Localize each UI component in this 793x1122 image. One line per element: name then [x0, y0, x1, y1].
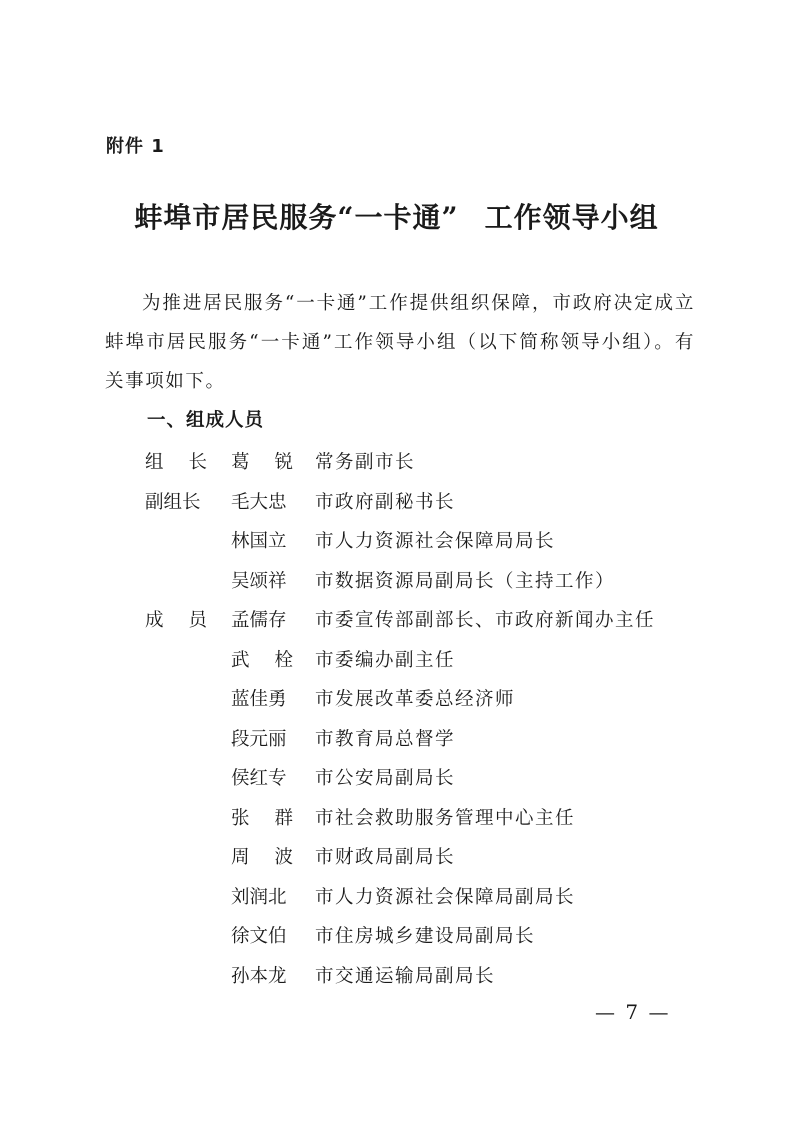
member-name: 刘润北	[231, 886, 287, 908]
member-position: 市委宣传部副部长、市政府新闻办主任	[315, 610, 656, 631]
title-main: 蚌埠市居民服务“一卡通”	[134, 201, 459, 234]
member-row	[0, 762, 793, 802]
member-row	[0, 802, 793, 842]
member-name: 孟儒存	[231, 610, 287, 631]
member-name: 蓝佳勇	[231, 689, 287, 710]
member-row	[0, 486, 793, 526]
member-row	[0, 644, 793, 684]
member-row	[0, 920, 793, 960]
member-name: 徐文伯	[231, 926, 287, 947]
member-role: 成员	[145, 610, 207, 631]
member-row	[0, 525, 793, 565]
document-title	[0, 196, 793, 236]
member-name: 孙本龙	[231, 965, 287, 987]
section-heading: 一、组成人员	[147, 410, 265, 431]
member-name: 葛锐	[231, 452, 293, 473]
member-position: 市住房城乡建设局副局长	[315, 926, 536, 947]
member-position: 市发展改革委总经济师	[315, 689, 516, 710]
member-row	[0, 723, 793, 763]
intro-paragraph: 为推进居民服务“一卡通”工作提供组织保障，市政府决定成立蚌埠市居民服务“一卡通”工作领导小组（以下简称领导小组）。有关事项如下。	[105, 293, 695, 392]
member-position: 常务副市长	[315, 452, 416, 473]
member-row	[0, 960, 793, 1000]
member-role: 副组长	[145, 491, 201, 513]
member-row	[0, 604, 793, 644]
member-position: 市教育局总督学	[315, 728, 456, 750]
member-row	[0, 565, 793, 605]
member-position: 市人力资源社会保障局局长	[315, 531, 556, 552]
member-position: 市委编办副主任	[315, 649, 456, 671]
member-position: 市数据资源局副局长（主持工作）	[315, 570, 616, 592]
member-name: 武栓	[231, 649, 293, 671]
member-row	[0, 683, 793, 723]
member-row	[0, 446, 793, 486]
member-position: 市人力资源社会保障局副局长	[315, 886, 576, 908]
member-position: 市政府副秘书长	[315, 491, 456, 513]
title-sub: 工作领导小组	[484, 201, 659, 234]
member-name: 侯红专	[231, 768, 287, 789]
member-position: 市公安局副局长	[315, 768, 456, 789]
member-name: 周波	[231, 847, 293, 868]
attachment-label: 附件 1	[106, 136, 165, 157]
member-name: 段元丽	[231, 728, 287, 750]
member-position: 市财政局副局长	[315, 847, 456, 868]
member-name: 林国立	[231, 531, 287, 552]
page-number: — 7 —	[595, 1000, 671, 1024]
member-row	[0, 881, 793, 921]
member-row	[0, 841, 793, 881]
member-name: 毛大忠	[231, 491, 287, 513]
member-role: 组长	[145, 452, 207, 473]
member-position: 市交通运输局副局长	[315, 965, 496, 987]
member-list	[0, 446, 793, 999]
member-name: 吴颂祥	[231, 570, 287, 592]
member-position: 市社会救助服务管理中心主任	[315, 807, 576, 829]
member-name: 张群	[231, 807, 293, 829]
